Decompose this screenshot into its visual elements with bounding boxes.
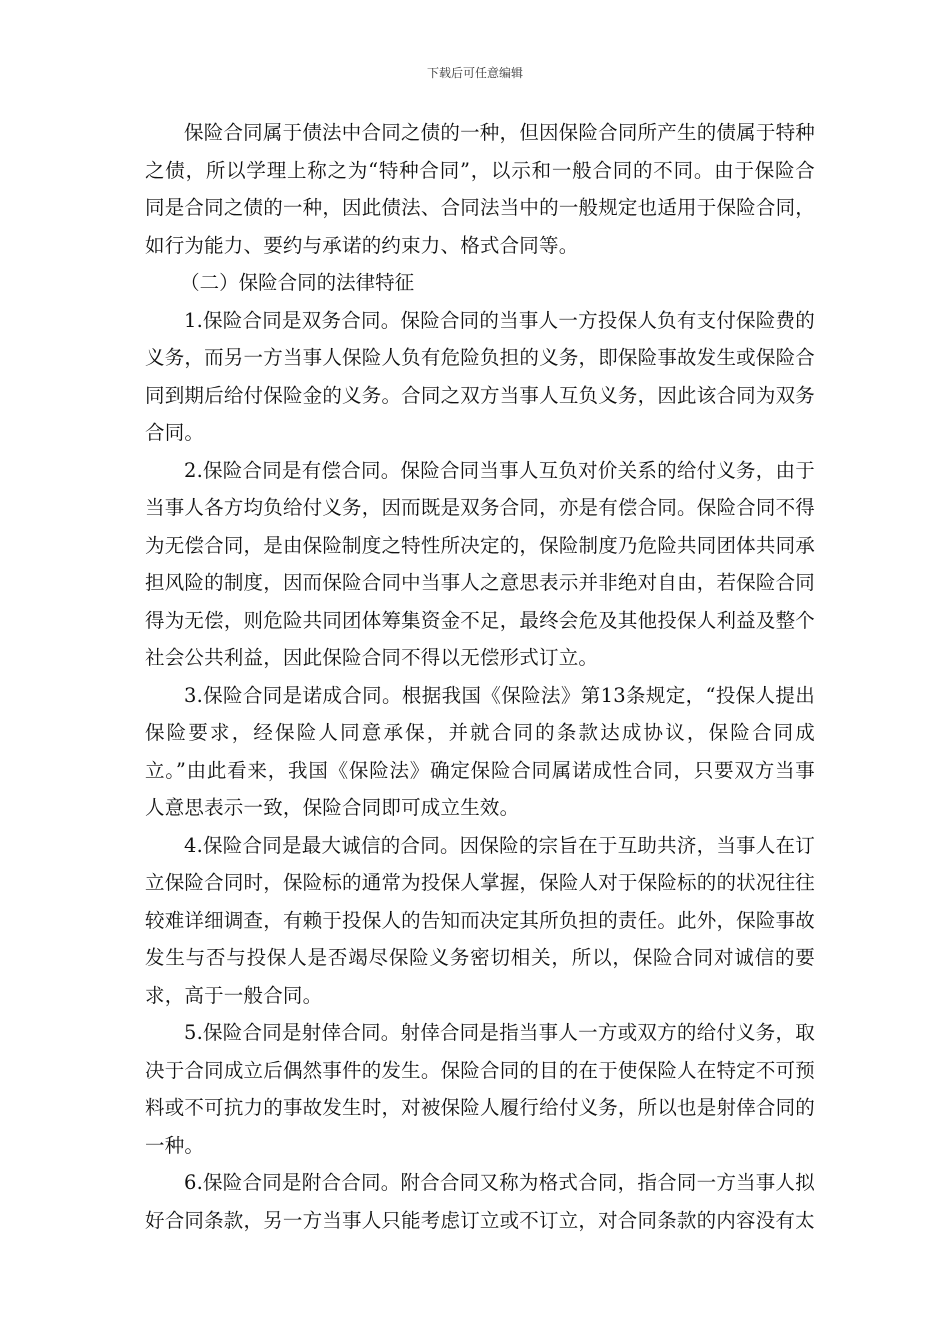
page-header: 下载后可任意编辑	[426, 66, 523, 80]
section-heading: （二）保险合同的法律特征	[180, 271, 415, 294]
intro-paragraph: 保险合同属于债法中合同之债的一种，但因保险合同所产生的债属于特种之债，所以学理上称之为“特种合同”，以示和一般合同的不同。由于保险合同是合同之债的一种，因此债法、合同法当中的一般规定也适用于保险合同，如行为能力、要约与承诺的约束力、格式合同等。	[145, 121, 815, 257]
paragraph-5: 5.保险合同是射倖合同。射倖合同是指当事人一方或双方的给付义务，取决于合同成立后偶然事件的发生。保险合同的目的在于使保险人在特定不可预料或不可抗力的事故发生时，对被保险人履行给付义务，所以也是射倖合同的一种。	[145, 1021, 815, 1157]
document-body	[145, 114, 815, 1239]
paragraph-2: 2.保险合同是有偿合同。保险合同当事人互负对价关系的给付义务，由于当事人各方均负给付义务，因而既是双务合同，亦是有偿合同。保险合同不得为无偿合同，是由保险制度之特性所决定的，保险制度乃危险共同团体共同承担风险的制度，因而保险合同中当事人之意思表示并非绝对自由，若保险合同得为无偿，则危险共同团体筹集资金不足，最终会危及其他投保人利益及整个社会公共利益，因此保险合同不得以无偿形式订立。	[145, 458, 815, 669]
paragraph-4: 4.保险合同是最大诚信的合同。因保险的宗旨在于互助共济，当事人在订立保险合同时，保险标的通常为投保人掌握，保险人对于保险标的的状况往往较难详细调查，有赖于投保人的告知而决定其所负担的责任。此外，保险事故发生与否与投保人是否竭尽保险义务密切相关，所以，保险合同对诚信的要求，高于一般合同。	[145, 833, 815, 1007]
paragraph-6: 6.保险合同是附合合同。附合合同又称为格式合同，指合同一方当事人拟好合同条款，另一方当事人只能考虑订立或不订立，对合同条款的内容没有太	[145, 1171, 815, 1232]
paragraph-1: 1.保险合同是双务合同。保险合同的当事人一方投保人负有支付保险费的义务，而另一方当事人保险人负有危险负担的义务，即保险事故发生或保险合同到期后给付保险金的义务。合同之双方当事人互负义务，因此该合同为双务合同。	[145, 308, 815, 444]
paragraph-3: 3.保险合同是诺成合同。根据我国《保险法》第13条规定，“投保人提出保险要求，经保险人同意承保，并就合同的条款达成协议，保险合同成立。”由此看来，我国《保险法》确定保险合同属诺成性合同，只要双方当事人意思表示一致，保险合同即可成立生效。	[145, 683, 815, 819]
